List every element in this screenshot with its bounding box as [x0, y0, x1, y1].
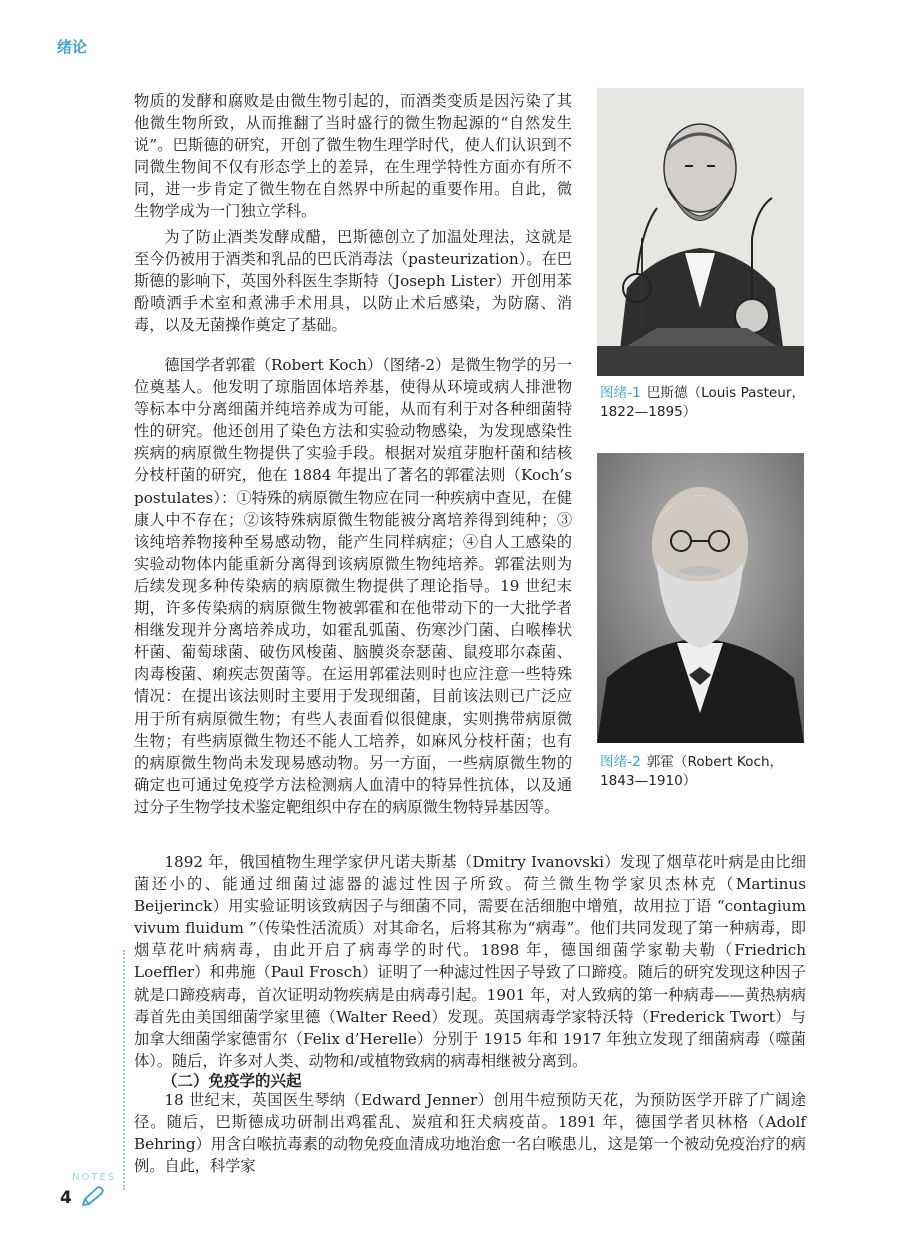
- page-number: 4: [60, 1188, 72, 1208]
- notes-label: NOTES: [72, 1172, 117, 1183]
- pasteur-portrait-image: [597, 88, 804, 376]
- koch-portrait-image: [597, 453, 804, 743]
- figure-caption-text: 巴斯德（Louis Pasteur，1822—1895）: [600, 385, 806, 420]
- section-heading: （二）免疫学的兴起: [162, 1072, 302, 1090]
- chapter-header: 绪论: [57, 38, 88, 56]
- figure-caption: [600, 753, 815, 791]
- figure-number: 图绪-2: [600, 754, 641, 770]
- figure-caption: [600, 384, 815, 422]
- body-paragraph: 18 世纪末，英国医生琴纳（Edward Jenner）创用牛痘预防天花，为预防医学开辟了广阔途径。随后，巴斯德成功研制出鸡霍乱、炭疽和狂犬病疫苗。1891 年，德国学者贝林格（Adolf Behring）用含白喉抗毒素的动物免疫血清成功地治愈一名白喉患儿，这是第一个被动免疫治疗的病例。自此，科学家: [134, 1091, 806, 1176]
- pencil-icon: [80, 1186, 106, 1208]
- figure-number: 图绪-1: [600, 385, 641, 401]
- body-paragraph: 德国学者郭霍（Robert Koch）（图绪-2）是微生物学的另一位奠基人。他发明了琼脂固体培养基，使得从环境或病人排泄物等标本中分离细菌并纯培养成为可能，从而有利于对各种细菌特性的研究。他还创用了染色方法和实验动物感染，为发现感染性疾病的病原微生物提供了实验手段。根据对炭疽芽胞杆菌和结核分枝杆菌的研究，他在 1884 年提出了著名的郭霍法则（Koch’s postulates）：①特殊的病原微生物应在同一种疾病中查见，在健康人中不存在；②该特殊病原微生物能被分离培养得到纯种；③该纯培养物接种至易感动物，能产生同样病症；④自人工感染的实验动物体内能重新分离得到该病原微生物纯培养。郭霍法则为后续发现多种传染病的病原微生物提供了理论指导。19 世纪末期，许多传染病的病原微生物被郭霍和在他带动下的一大批学者相继发现并分离培养成功，如霍乱弧菌、伤寒沙门菌、白喉棒状杆菌、葡萄球菌、破伤风梭菌、脑膜炎奈瑟菌、鼠疫耶尔森菌、肉毒梭菌、痢疾志贺菌等。在运用郭霍法则时也应注意一些特殊情况：在提出该法则时主要用于发现细菌，目前该法则已广泛应用于所有病原微生物；有些人表面看似很健康，实则携带病原微生物；有些病原微生物还不能人工培养，如麻风分枝杆菌；也有的病原微生物尚未发现易感动物。另一方面，一些病原微生物的确定也可通过免疫学方法检测病人血清中的特异性抗体，以及通过分子生物学技术鉴定靶组织中存在的病原微生物特异基因等。: [134, 356, 572, 816]
- body-paragraph: 1892 年，俄国植物生理学家伊凡诺夫斯基（Dmitry Ivanovski）发现了烟草花叶病是由比细菌还小的、能通过细菌过滤器的滤过性因子所致。荷兰微生物学家贝杰林克（Martinus Beijerinck）用实验证明该致病因子与细菌不同，需要在活细胞中增殖，故用拉丁语 “contagium vivum fluidum ”（传染性活流质）对其命名，后将其称为“病毒”。他们共同发现了第一种病毒，即烟草花叶病病毒，由此开启了病毒学的时代。1898 年，德国细菌学家勒夫勒（Friedrich Loeffler）和弗施（Paul Frosch）证明了一种滤过性因子导致了口蹄疫。随后的研究发现这种因子就是口蹄疫病毒，首次证明动物疾病是由病毒引起。1901 年，对人致病的第一种病毒——黄热病病毒首先由美国细菌学家里德（Walter Reed）发现。英国病毒学家特沃特（Frederick Twort）与加拿大细菌学家德雷尔（Felix d’Herelle）分别于 1915 年和 1917 年独立发现了细菌病毒（噬菌体）。随后，许多对人类、动物和/或植物致病的病毒相继被分离到。: [134, 853, 806, 1070]
- body-paragraph: 为了防止酒类发酵成醋，巴斯德创立了加温处理法，这就是至今仍被用于酒类和乳品的巴氏消毒法（pasteurization）。在巴斯德的影响下，英国外科医生李斯特（Joseph Lister）开创用苯酚喷洒手术室和煮沸手术用具，以防止术后感染，为防腐、消毒，以及无菌操作奠定了基础。: [134, 228, 572, 335]
- figure-caption-text: 郭霍（Robert Koch，1843—1910）: [600, 754, 784, 789]
- body-paragraph: 物质的发酵和腐败是由微生物引起的，而酒类变质是因污染了其他微生物所致，从而推翻了当时盛行的微生物起源的“自然发生说”。巴斯德的研究，开创了微生物生理学时代，使人们认识到不同微生物间不仅有形态学上的差异，在生理学特性方面亦有所不同，进一步肯定了微生物在自然界中所起的重要作用。自此，微生物学成为一门独立学科。: [134, 92, 572, 221]
- notes-margin-divider: [123, 950, 125, 1190]
